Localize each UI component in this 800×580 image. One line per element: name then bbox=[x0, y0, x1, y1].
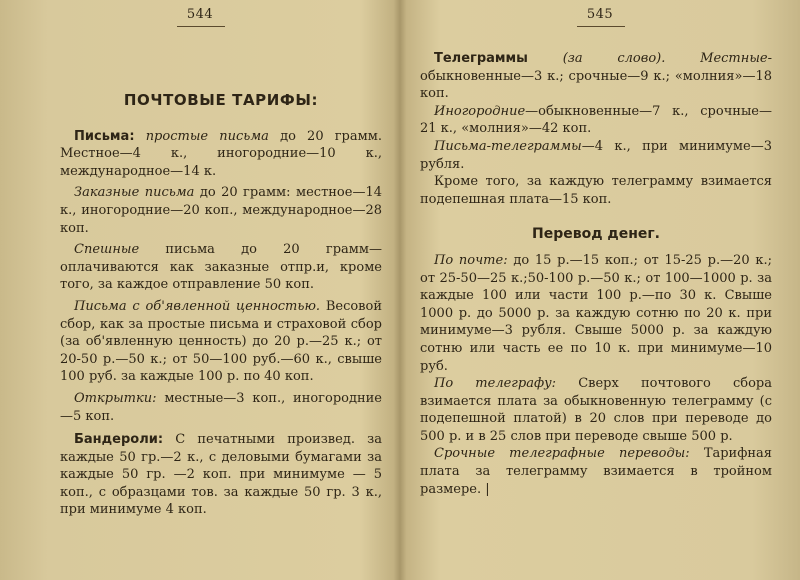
page-number-rule bbox=[577, 26, 625, 27]
postcards-text: местные—3 коп., иногородние—5 коп. bbox=[60, 390, 382, 424]
by-mail-label: По почте: bbox=[434, 252, 508, 268]
telegrams-per-word: (за слово). bbox=[562, 51, 666, 66]
right-column bbox=[420, 50, 772, 498]
letters-sublabel: простые письма bbox=[145, 128, 269, 144]
telegrams-intercity-text: —обыкновенные—7 к., срочные—21 к., «молния»—42 коп. bbox=[420, 103, 772, 137]
telegram-extra-paragraph: Кроме того, за каждую телеграмму взимается подепешная плата—15 коп. bbox=[420, 174, 772, 207]
parcels-label: Бандероли: bbox=[74, 432, 164, 448]
page-number: 545 bbox=[586, 7, 614, 22]
telegrams-intercity-paragraph bbox=[420, 103, 772, 138]
letters-label: Письма: bbox=[74, 128, 135, 144]
right-page bbox=[400, 0, 800, 580]
by-mail-text: до 15 р.—15 коп.; от 15-25 р.—20 к.; от 25-50—25 к.;50-100 р.—50 к.; от 100—1000 р. за каждые 100 или части 100 р.—по 30 к. Свыше 1000 р. до 5000 р. за каждую сотню по 20 к. при минимуме—3 рубля. Свыше 5000 р. за каждую сотню или часть ее по 10 к. при минимуме—10 руб. bbox=[420, 252, 772, 374]
by-telegraph-label: По телеграфу: bbox=[434, 376, 557, 392]
urgent-paragraph bbox=[60, 241, 382, 294]
by-mail-paragraph bbox=[420, 252, 772, 375]
declared-value-paragraph bbox=[60, 298, 382, 386]
section-heading: ПОЧТОВЫЕ ТАРИФЫ: bbox=[123, 91, 319, 109]
postcards-label: Открытки: bbox=[74, 390, 157, 406]
urgent-label: Спешные bbox=[74, 242, 140, 258]
page-number-rule bbox=[177, 26, 225, 27]
left-column bbox=[60, 92, 382, 519]
lettergram-paragraph bbox=[420, 138, 772, 173]
page-number: 544 bbox=[186, 7, 214, 22]
by-telegraph-text: Сверх почтового сбора взимается плата за обыкновенную телеграмму (с подепешной платой) в 20 слов при переводе до 500 р. и в 25 слов при переводе свыше 500 р. bbox=[420, 376, 772, 444]
letters-paragraph bbox=[60, 128, 382, 181]
by-telegraph-paragraph bbox=[420, 375, 772, 445]
lettergram-label: Письма-телеграммы bbox=[434, 138, 582, 154]
transfer-heading: Перевод денег. bbox=[532, 226, 660, 243]
telegrams-paragraph bbox=[420, 50, 772, 103]
registered-label: Заказные письма bbox=[74, 185, 195, 201]
telegrams-local-text: -обыкновенные—3 к.; срочные—9 к.; «молния»—18 коп. bbox=[420, 51, 773, 102]
telegrams-local-label: Местные bbox=[700, 51, 768, 66]
declared-value-text: Весовой сбор, как за простые письма и страховой сбор (за об'явленную ценность) до 20 р.—25 к.; от 20-50 р.—50 к.; от 50—100 руб.—60 к., свыше 100 руб. за каждые 100 р. по 40 коп. bbox=[60, 298, 382, 385]
telegrams-label: Телеграммы bbox=[434, 51, 528, 66]
parcels-paragraph bbox=[60, 431, 382, 519]
urgent-transfers-text: Тарифная плата за телеграмму взимается в тройном размере. | bbox=[420, 446, 773, 497]
letters-text: до 20 грамм. Местное—4 к., иногородние—10 к., международное—14 к. bbox=[60, 128, 382, 179]
parcels-text: С печатными произвед. за каждые 50 гр.—2 к., с деловыми бумагами за каждые 50 гр. —2 коп. при минимуме — 5 коп., с образцами тов. за каждые 50 гр. 3 к., при минимуме 4 коп. bbox=[60, 432, 382, 518]
urgent-text: письма до 20 грамм—оплачиваются как заказные отпр.и, кроме того, за каждое отправление 50 коп. bbox=[60, 242, 382, 293]
registered-text: до 20 грамм: местное—14 к., иногородние—20 коп., международное—28 коп. bbox=[60, 185, 382, 236]
urgent-transfers-paragraph bbox=[420, 445, 772, 498]
postcards-paragraph bbox=[60, 390, 382, 425]
urgent-transfers-label: Срочные телеграфные переводы: bbox=[434, 446, 690, 462]
telegrams-intercity-label: Иногородние bbox=[434, 103, 526, 119]
registered-paragraph bbox=[60, 184, 382, 237]
declared-value-label: Письма с об'явленной ценностью. bbox=[74, 298, 321, 314]
lettergram-text: —4 к., при минимуме—3 рубля. bbox=[420, 138, 772, 172]
